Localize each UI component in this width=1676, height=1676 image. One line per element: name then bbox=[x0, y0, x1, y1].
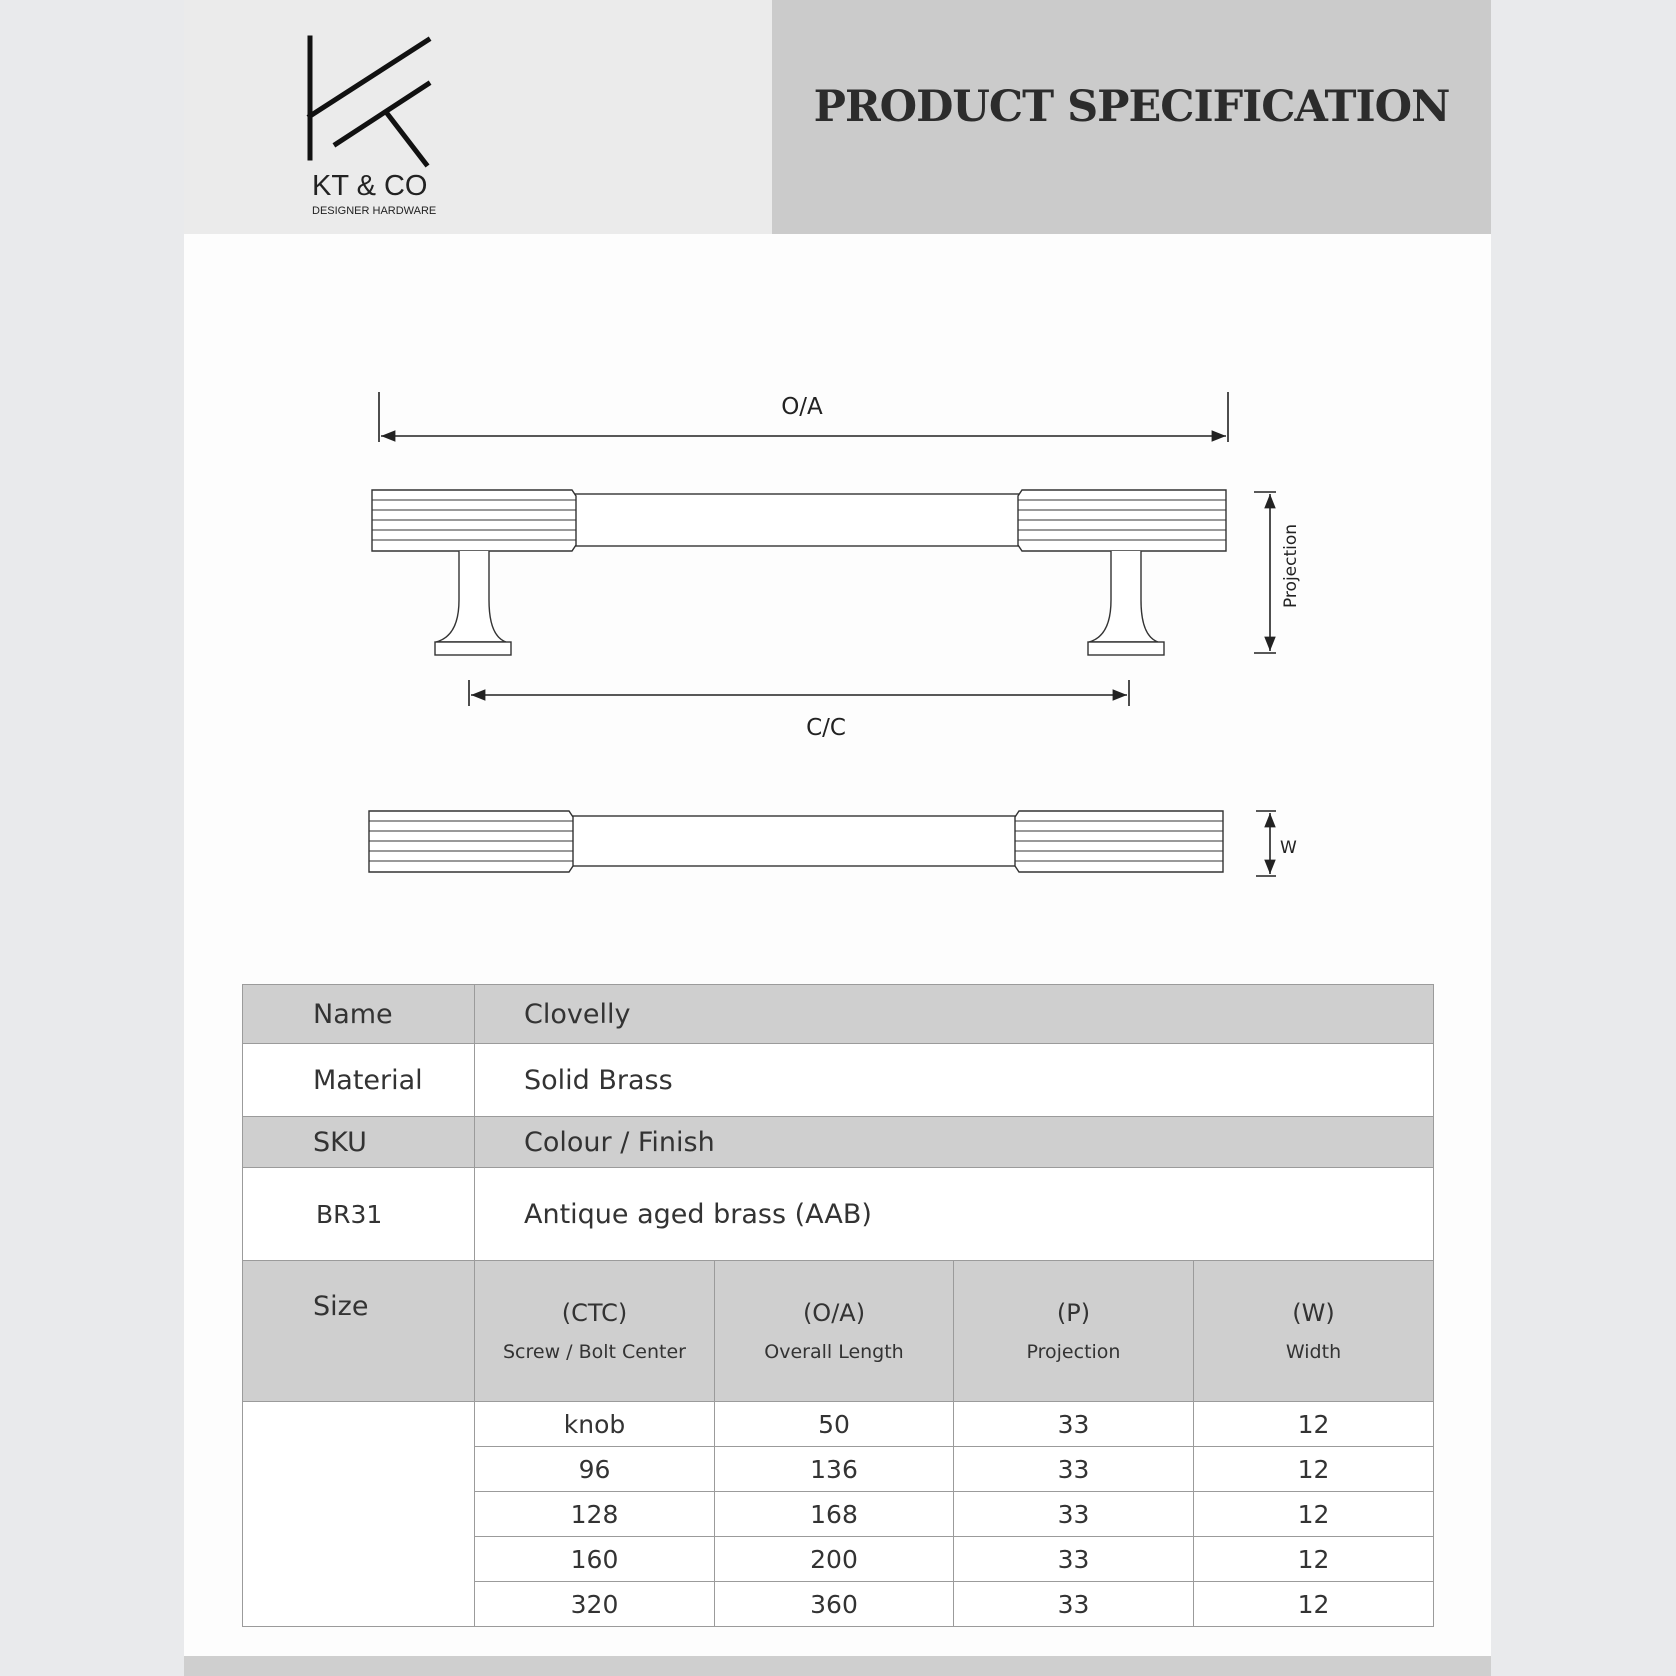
projection-cell: 33 bbox=[954, 1402, 1194, 1447]
width-cell: 12 bbox=[1194, 1537, 1434, 1582]
brand-tagline: DESIGNER HARDWARE bbox=[312, 205, 437, 217]
oa-cell: 50 bbox=[715, 1402, 954, 1447]
column-code: (CTC) bbox=[561, 1299, 628, 1327]
name-label: Name bbox=[243, 985, 475, 1044]
width-cell: 12 bbox=[1194, 1492, 1434, 1537]
center-to-center-dimension bbox=[469, 680, 1129, 706]
column-code: (W) bbox=[1292, 1299, 1335, 1327]
oa-cell: 360 bbox=[715, 1582, 954, 1627]
width-dimension bbox=[1256, 811, 1276, 876]
oa-cell: 200 bbox=[715, 1537, 954, 1582]
column-header-oa bbox=[715, 1261, 954, 1402]
footer-bar bbox=[184, 1656, 1491, 1676]
width-cell: 12 bbox=[1194, 1402, 1434, 1447]
column-code: (O/A) bbox=[802, 1299, 866, 1327]
width-cell: 12 bbox=[1194, 1582, 1434, 1627]
projection-cell: 33 bbox=[954, 1537, 1194, 1582]
ctc-cell: 128 bbox=[475, 1492, 715, 1537]
material-label: Material bbox=[243, 1044, 475, 1117]
finish-value: Antique aged brass (AAB) bbox=[475, 1168, 1434, 1261]
width-cell: 12 bbox=[1194, 1447, 1434, 1492]
column-name: Screw / Bolt Center bbox=[503, 1341, 686, 1363]
specification-table bbox=[242, 984, 1434, 1627]
column-name: Width bbox=[1285, 1341, 1342, 1363]
name-value: Clovelly bbox=[475, 985, 1434, 1044]
ctc-cell: 160 bbox=[475, 1537, 715, 1582]
oa-cell: 168 bbox=[715, 1492, 954, 1537]
projection-label: Projection bbox=[1281, 523, 1301, 609]
projection-cell: 33 bbox=[954, 1447, 1194, 1492]
ctc-cell: 320 bbox=[475, 1582, 715, 1627]
sku-row bbox=[243, 1117, 1434, 1168]
page-title: PRODUCT SPECIFICATION bbox=[813, 82, 1450, 132]
size-header-row bbox=[243, 1261, 1434, 1402]
column-header-ctc bbox=[475, 1261, 715, 1402]
overall-length-label: O/A bbox=[781, 394, 823, 420]
column-code: (P) bbox=[1056, 1299, 1091, 1327]
name-row bbox=[243, 985, 1434, 1044]
material-row bbox=[243, 1044, 1434, 1117]
handle-side-view bbox=[372, 490, 1226, 655]
projection-cell: 33 bbox=[954, 1492, 1194, 1537]
center-to-center-label: C/C bbox=[806, 715, 846, 741]
sku-value-row bbox=[243, 1168, 1434, 1261]
sku-label: SKU bbox=[243, 1117, 475, 1168]
table-row bbox=[243, 1402, 1434, 1447]
projection-dimension bbox=[1254, 492, 1276, 653]
material-value: Solid Brass bbox=[475, 1044, 1434, 1117]
brand-name: KT & CO bbox=[312, 170, 428, 202]
size-label: Size bbox=[243, 1261, 475, 1402]
sku-value: BR31 bbox=[243, 1168, 475, 1261]
column-header-p bbox=[954, 1261, 1194, 1402]
finish-label: Colour / Finish bbox=[475, 1117, 1434, 1168]
projection-cell: 33 bbox=[954, 1582, 1194, 1627]
handle-top-view bbox=[369, 811, 1223, 872]
width-label: W bbox=[1280, 838, 1297, 858]
column-name: Projection bbox=[1026, 1341, 1121, 1363]
oa-cell: 136 bbox=[715, 1447, 954, 1492]
column-header-w bbox=[1194, 1261, 1434, 1402]
column-name: Overall Length bbox=[764, 1341, 904, 1363]
ctc-cell: 96 bbox=[475, 1447, 715, 1492]
size-spacer-cell bbox=[243, 1402, 475, 1627]
ctc-cell: knob bbox=[475, 1402, 715, 1447]
